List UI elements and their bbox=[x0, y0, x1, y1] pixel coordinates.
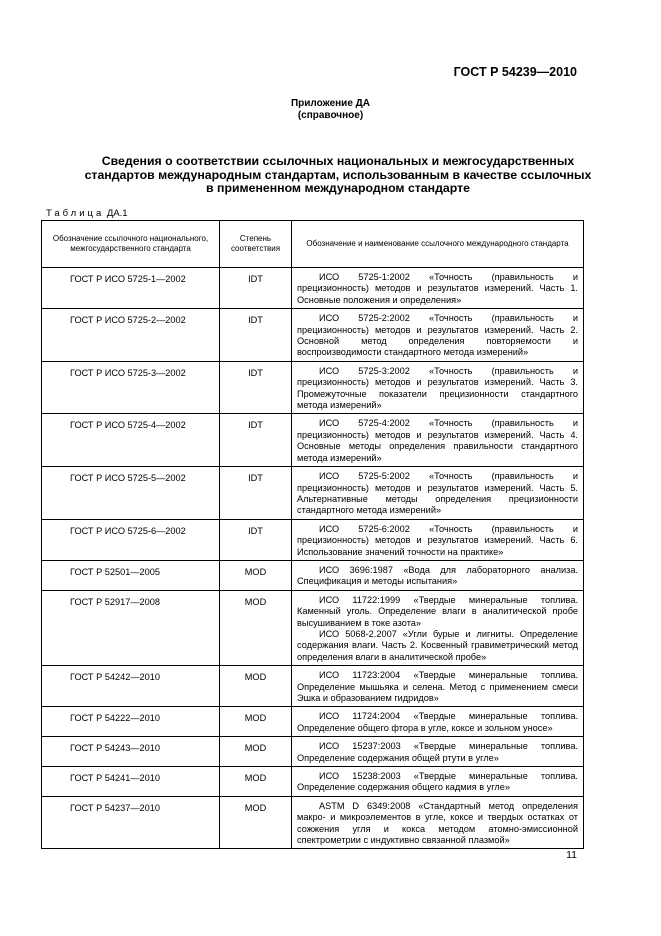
international-standard-cell bbox=[292, 707, 584, 737]
international-standard-text: ИСО 5725-6:2002 «Точность (правильность и прецизионность) методов и результатов измерений. Часть 6. Использование значений точности на практике» bbox=[297, 523, 578, 557]
table-caption-prefix: Таблица bbox=[46, 208, 105, 219]
international-standard-cell bbox=[292, 361, 584, 414]
table-caption bbox=[46, 208, 128, 219]
table-row bbox=[42, 796, 584, 849]
standard-code: ГОСТ Р 54239—2010 bbox=[453, 65, 577, 79]
international-standard-text: ИСО 5725-3:2002 «Точность (правильность и прецизионность) методов и результатов измерений. Часть 3. Промежуточные показатели прецизионности стандартного метода измерений» bbox=[297, 365, 578, 411]
page-number: 11 bbox=[566, 849, 577, 861]
table-row bbox=[42, 560, 584, 590]
national-standard-cell: ГОСТ Р 54222—2010 bbox=[42, 707, 220, 737]
degree-cell: IDT bbox=[220, 414, 292, 467]
table-row bbox=[42, 361, 584, 414]
table-row bbox=[42, 707, 584, 737]
document-title bbox=[70, 155, 606, 196]
table-row bbox=[42, 737, 584, 767]
international-standard-cell bbox=[292, 767, 584, 797]
annex-heading bbox=[0, 98, 661, 122]
degree-cell: MOD bbox=[220, 767, 292, 797]
international-standard-text: ИСО 11722:1999 «Твердые минеральные топлива. Каменный уголь. Определение влаги в аналитической пробе высушиванием в токе азота» bbox=[297, 594, 578, 628]
national-standard-cell: ГОСТ Р ИСО 5725-1—2002 bbox=[42, 268, 220, 309]
international-standard-text: ИСО 5725-4:2002 «Точность (правильность и прецизионность) методов и результатов измерений. Часть 4. Основные методы определения правильности стандартного метода измерений» bbox=[297, 418, 578, 463]
international-standard-cell bbox=[292, 560, 584, 590]
table-row bbox=[42, 590, 584, 665]
international-standard-cell bbox=[292, 467, 584, 520]
international-standard-text: ИСО 5725-1:2002 «Точность (правильность и прецизионность) методов и результатов измерений. Часть 1. Основные положения и определения» bbox=[297, 272, 578, 305]
degree-cell: MOD bbox=[220, 666, 292, 707]
degree-cell: IDT bbox=[220, 309, 292, 362]
degree-cell: MOD bbox=[220, 590, 292, 665]
degree-cell: MOD bbox=[220, 560, 292, 590]
international-standard-text: ИСО 15238:2003 «Твердые минеральные топлива. Определение содержания общего кадмия в угле» bbox=[297, 771, 578, 793]
national-standard-cell: ГОСТ Р ИСО 5725-2—2002 bbox=[42, 309, 220, 362]
international-standard-cell bbox=[292, 519, 584, 560]
degree-cell: IDT bbox=[220, 467, 292, 520]
header-degree: Степень соответствия bbox=[220, 221, 292, 268]
correspondence-table bbox=[41, 220, 584, 849]
degree-cell: MOD bbox=[220, 737, 292, 767]
table-row bbox=[42, 767, 584, 797]
international-standard-text: ASTM D 6349:2008 «Стандартный метод определения макро- и микроэлементов в угле, коксе и твердых остатках от сожжения угля и кокса методом атомно-эмиссионной спектрометрии с индуктивно связанной плазмой» bbox=[297, 800, 578, 846]
national-standard-cell: ГОСТ Р ИСО 5725-6—2002 bbox=[42, 519, 220, 560]
national-standard-cell: ГОСТ Р 52501—2005 bbox=[42, 560, 220, 590]
title-line: в примененном международном стандарте bbox=[206, 181, 470, 195]
international-standard-cell bbox=[292, 737, 584, 767]
national-standard-cell: ГОСТ Р 54243—2010 bbox=[42, 737, 220, 767]
degree-cell: IDT bbox=[220, 361, 292, 414]
table-row bbox=[42, 268, 584, 309]
degree-cell: MOD bbox=[220, 707, 292, 737]
degree-cell: IDT bbox=[220, 268, 292, 309]
international-standard-cell bbox=[292, 414, 584, 467]
header-international-standard: Обозначение и наименование ссылочного международного стандарта bbox=[292, 221, 584, 268]
international-standard-text: ИСО 11723:2004 «Твердые минеральные топлива. Определение мышьяка и селена. Метод с применением смеси Эшка и образованием гидридов» bbox=[297, 670, 578, 703]
international-standard-text: ИСО 5068-2.2007 «Угли бурые и лигниты. Определение содержания влаги. Часть 2. Косвенный гравиметрический метод определения влаги в аналитической пробе» bbox=[297, 628, 578, 662]
international-standard-cell bbox=[292, 268, 584, 309]
international-standard-text: ИСО 5725-5:2002 «Точность (правильность и прецизионность) методов и результатов измерений. Часть 5. Альтернативные методы определения прецизионности стандартного метода измерений» bbox=[297, 471, 578, 516]
international-standard-text: ИСО 3696:1987 «Вода для лабораторного анализа. Спецификация и методы испытания» bbox=[297, 564, 578, 587]
national-standard-cell: ГОСТ Р 52917—2008 bbox=[42, 590, 220, 665]
national-standard-cell: ГОСТ Р 54242—2010 bbox=[42, 666, 220, 707]
title-line: стандартов международным стандартам, использованным в качестве ссылочных bbox=[84, 167, 592, 182]
national-standard-cell: ГОСТ Р 54237—2010 bbox=[42, 796, 220, 849]
table-row bbox=[42, 414, 584, 467]
annex-note: (справочное) bbox=[297, 110, 364, 121]
international-standard-text: ИСО 5725-2:2002 «Точность (правильность и прецизионность) методов и результатов измерений. Часть 2. Основной метод определения повторяемости и воспроизводимости стандартного метода измерений» bbox=[297, 313, 578, 358]
national-standard-cell: ГОСТ Р ИСО 5725-4—2002 bbox=[42, 414, 220, 467]
table-header-row bbox=[42, 221, 584, 268]
international-standard-cell bbox=[292, 590, 584, 665]
table-row bbox=[42, 666, 584, 707]
international-standard-cell bbox=[292, 666, 584, 707]
national-standard-cell: ГОСТ Р ИСО 5725-5—2002 bbox=[42, 467, 220, 520]
table-row bbox=[42, 309, 584, 362]
national-standard-cell: ГОСТ Р 54241—2010 bbox=[42, 767, 220, 797]
international-standard-cell bbox=[292, 309, 584, 362]
degree-cell: IDT bbox=[220, 519, 292, 560]
international-standard-cell bbox=[292, 796, 584, 849]
header-national-standard: Обозначение ссылочного национального, межгосударственного стандарта bbox=[42, 221, 220, 268]
table-row bbox=[42, 519, 584, 560]
table-caption-number: ДА.1 bbox=[106, 208, 128, 219]
annex-title: Приложение ДА bbox=[290, 98, 371, 109]
international-standard-text: ИСО 15237:2003 «Твердые минеральные топлива. Определение содержания общей ртути в угле» bbox=[297, 741, 578, 763]
national-standard-cell: ГОСТ Р ИСО 5725-3—2002 bbox=[42, 361, 220, 414]
degree-cell: MOD bbox=[220, 796, 292, 849]
title-line: Сведения о соответствии ссылочных национальных и межгосударственных bbox=[101, 154, 575, 168]
international-standard-text: ИСО 11724:2004 «Твердые минеральные топлива. Определение общего фтора в угле, коксе и зольном уносе» bbox=[297, 711, 578, 733]
table-row bbox=[42, 467, 584, 520]
